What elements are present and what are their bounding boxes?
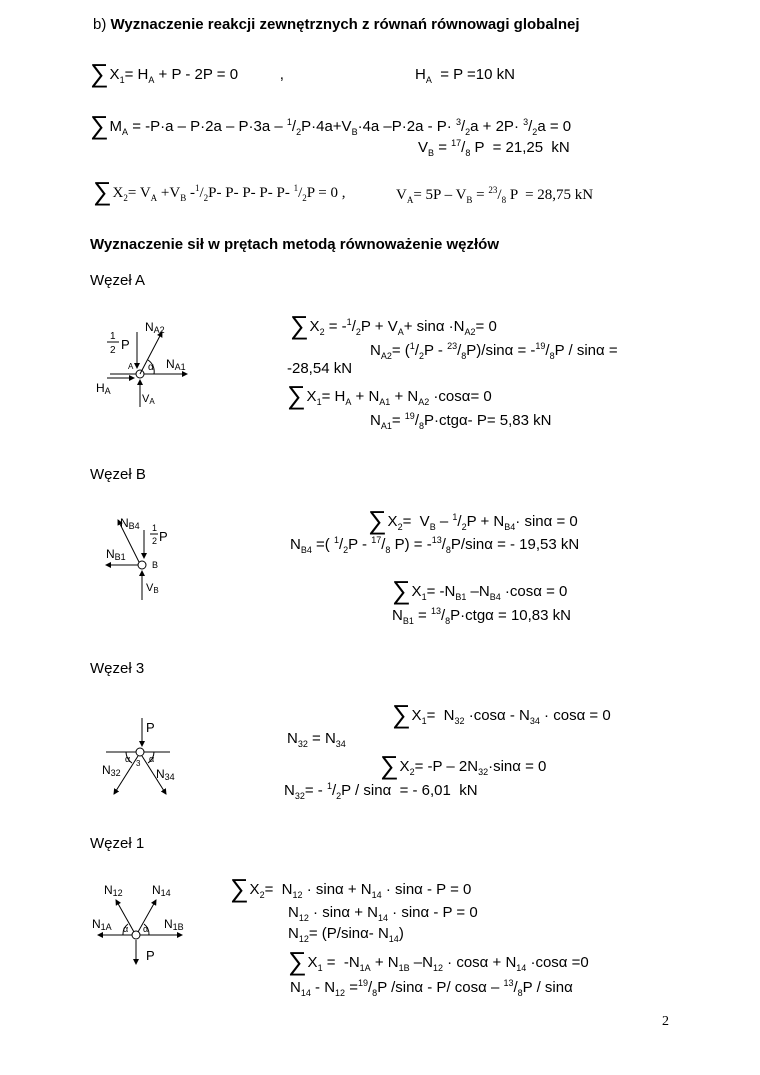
node-a-eq2: $N_{A2}= (^1/_2P - ^{23}/_8P)/\sin\alpha = -^{19}/_8P / \sin\alpha$ = xyxy=(370,341,618,361)
node-a-point-label: A xyxy=(128,362,134,371)
eq-sum-x2-global: $\sum X_2= V_A +V_B$ $-^1/_2P-$ P- P- P- P- $^1/_2P = 0$ , xyxy=(93,176,346,206)
node-3-p-label: P xyxy=(146,720,155,735)
node-b-diagram xyxy=(100,508,190,603)
node-b-point-label: B xyxy=(152,560,159,570)
eq-ha-result: $H_A = P =10$ kN xyxy=(415,66,515,85)
node-3-eq1: $\sum X_1= N_{32} \cdot\cos\alpha - N_{34} \cdot \cos\alpha = 0$ xyxy=(392,699,611,729)
node-b-half-den: 2 xyxy=(152,536,158,546)
node-1-p-label: P xyxy=(146,948,155,963)
node-a-p-label: P xyxy=(121,337,130,352)
node-1-alpha-left: α xyxy=(123,924,129,934)
node-a-va-label: VA xyxy=(142,393,155,406)
node-1-n1a-label: N1A xyxy=(92,917,112,932)
node-b-vb-label: VB xyxy=(146,582,159,595)
node-b-eq1: $\sum X_2= V_B - ^1/_2P + N_{B4}\cdot \sin\alpha = 0$ xyxy=(368,505,578,535)
node-a-eq1: $\sum X_2 = -^1/_2P + V_A+ \sin\alpha \cdot N_{A2}= 0$ xyxy=(290,310,497,340)
node-a-na2-label: NA2 xyxy=(145,320,165,335)
section-b-heading xyxy=(93,16,580,33)
node-3-alpha-left: α xyxy=(125,754,131,764)
node-b-eq2: $N_{B4}$ =( $^1/_2P - ^{17}/_8$ $P) = -^{13}/_8P$/sinα = - 19,53 kN xyxy=(290,535,580,555)
node-a-half-num: 1 xyxy=(110,331,116,342)
section-b-title: Wyznaczenie reakcji zewnętrznych z równań równowagi globalnej xyxy=(110,16,580,33)
node-b-label: Węzeł B xyxy=(90,466,146,483)
node-3-eq3: $\sum X_2= -P - 2N_{32}\cdot\sin\alpha = 0$ xyxy=(380,750,547,780)
eq-sum-ma: $\sum M_A = -P\cdot a - P\cdot 2a - P\cdot 3a - ^1/_2P\cdot 4a+V_B\cdot 4a$ $-P\cdot 2a - P\cdot ^3/_2a + 2P\cdot ^3/_2a = 0$ xyxy=(90,110,572,140)
node-b-eq3: $\sum X_1= -N_{B1}$ $-N_{B4} \cdot\cos\alpha = 0$ xyxy=(392,575,568,605)
node-a-ha-label: HA xyxy=(96,381,111,396)
node-3-alpha-right: α xyxy=(149,754,155,764)
node-1-alpha-right: α xyxy=(143,924,149,934)
node-b-half-num: 1 xyxy=(152,523,158,533)
node-b-p-label: P xyxy=(159,529,168,544)
node-3-eq2: $N_{32} = N_{34}$ xyxy=(287,730,346,749)
node-b-eq4: $N_{B1} = ^{13}/_8P\cdot ctg\alpha = 10,83$ kN xyxy=(392,606,571,626)
node-1-n1b-label: N1B xyxy=(164,917,184,932)
node-1-eq4: $\sum X_1 = -N_{1A} + N_{1B}$ $-N_{12} \cdot \cos\alpha + N_{14} \cdot\cos\alpha =0$ xyxy=(288,946,589,976)
node-b-nb4-label: NB4 xyxy=(120,516,140,531)
node-1-eq3: $N_{12}= (P/\sin\alpha-$ $N_{14}$) xyxy=(288,925,404,944)
node-1-diagram xyxy=(90,878,190,966)
node-a-na1-label: NA1 xyxy=(166,357,186,372)
page-number: 2 xyxy=(662,1014,669,1029)
node-3-point-label: 3 xyxy=(136,759,141,768)
node-a-diagram xyxy=(92,312,202,412)
node-a-eq2-cont: -28,54 kN xyxy=(287,360,353,377)
node-a-alpha: α xyxy=(148,362,154,373)
node-3-eq4: $N_{32}= - ^1/_2P / \sin\alpha$ = - 6,01 kN xyxy=(284,781,478,801)
node-3-label: Węzeł 3 xyxy=(90,660,145,677)
node-a-half-den: 2 xyxy=(110,345,116,356)
eq-sum-x1-global: $\sum X_1= H_A + P - 2P = 0$ , xyxy=(90,58,284,88)
node-1-label: Węzeł 1 xyxy=(90,835,145,852)
node-3-diagram xyxy=(98,716,188,798)
eq-vb-result: $V_B = ^{17}/_8$ P = 21,25 kN xyxy=(418,138,570,158)
node-1-n14-label: N14 xyxy=(152,883,171,898)
node-3-n32-label: N32 xyxy=(102,763,121,778)
node-b-nb1-label: NB1 xyxy=(106,547,126,562)
node-a-eq4: $N_{A1}= ^{19}/_8P\cdot ctg\alpha-$ P= 5,83 kN xyxy=(370,411,552,431)
node-a-eq3: $\sum X_1= H_A + N_{A1} + N_{A2} \cdot\cos\alpha= 0$ xyxy=(287,380,492,410)
section-nodes-heading: Wyznaczenie sił w prętach metodą równoważenie węzłów xyxy=(90,236,499,253)
node-1-eq2: $N_{12} \cdot \sin\alpha + N_{14} \cdot \sin\alpha - P = 0$ xyxy=(288,904,478,923)
eq-va-result: $V_A= 5P - V_B = ^{23}/_8$ P = 28,75 kN xyxy=(396,185,594,205)
node-3-n34-label: N34 xyxy=(156,767,175,782)
node-a-label: Węzeł A xyxy=(90,272,146,289)
node-1-eq5: $N_{14} - N_{12} =^{19}/_8P$ /sinα - P/ cosα – $^{13}/_8P$ / sinα xyxy=(290,978,573,998)
node-1-n12-label: N12 xyxy=(104,883,123,898)
section-b-prefix: b) xyxy=(93,16,107,33)
node-1-eq1: $\sum X_2= N_{12} \cdot \sin\alpha + N_{14} \cdot \sin\alpha - P = 0$ xyxy=(230,873,472,903)
